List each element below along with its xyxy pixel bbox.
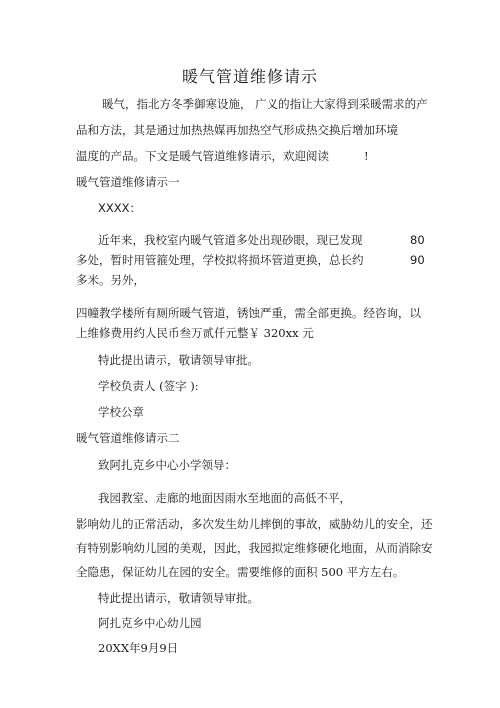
intro-exclamation: !	[364, 149, 369, 163]
section1-p2-line-2: 上维修费用约人民币叁万贰仟元整￥ 320xx 元	[76, 326, 314, 340]
section1-p1-number-90: 90	[410, 253, 425, 267]
intro-line-1: 暖气，指北方冬季御寒设施， 广义的指让大家得到采暖需求的产	[102, 97, 428, 111]
section1-signer: 学校负责人 (签字 ):	[98, 379, 199, 393]
section2-p1-line-4: 全隐患，保证幼儿在园的安全。需要维修的面积 500 平方左右。	[76, 565, 405, 579]
section2-p1-line-1: 我园教室、走廊的地面因雨水至地面的高低不平，	[98, 491, 351, 505]
section1-salutation: XXXX：	[98, 201, 142, 215]
section2-salutation: 致阿扎克乡中心小学领导：	[98, 458, 236, 472]
section1-p2-line-1: 四幢教学楼所有厕所暖气管道，锈蚀严重，需全部更换。经咨询，以	[76, 306, 421, 320]
section2-heading: 暖气管道维修请示二	[76, 431, 180, 445]
document-title: 暖气管道维修请示	[181, 67, 318, 86]
section1-p1-line-2: 多处，暂时用管箍处理，学校拟将损坏管道更换，总长约	[76, 253, 364, 267]
section1-seal: 学校公章	[98, 405, 144, 419]
section2-p1-line-2: 影响幼儿的正常活动，多次发生幼儿摔倒的事故，威胁幼儿的安全，还	[76, 517, 433, 531]
section2-p1-line-3: 有特别影响幼儿园的美观，因此，我园拟定维修硬化地面，从而消除安	[76, 541, 433, 555]
section1-request: 特此提出请示，敬请领导审批。	[98, 353, 259, 367]
intro-line-2: 品和方法，其是通过加热热媒再加热空气形成热交换后增加环境	[76, 123, 398, 137]
intro-line-3: 温度的产品。下文是暖气管道维修请示，欢迎阅读	[76, 149, 329, 163]
section1-p1-line-3: 多米。另外，	[76, 273, 145, 287]
section1-p1-line-1: 近年来，我校室内暖气管道多处出现砂眼，现已发现	[98, 233, 363, 247]
section2-organization: 阿扎克乡中心幼儿园	[98, 616, 202, 630]
section2-request: 特此提出请示，敬请领导审批。	[98, 591, 259, 605]
section1-heading: 暖气管道维修请示一	[76, 175, 180, 189]
section1-p1-number-80: 80	[410, 233, 425, 247]
section2-date: 20XX年9月9日	[98, 641, 179, 655]
